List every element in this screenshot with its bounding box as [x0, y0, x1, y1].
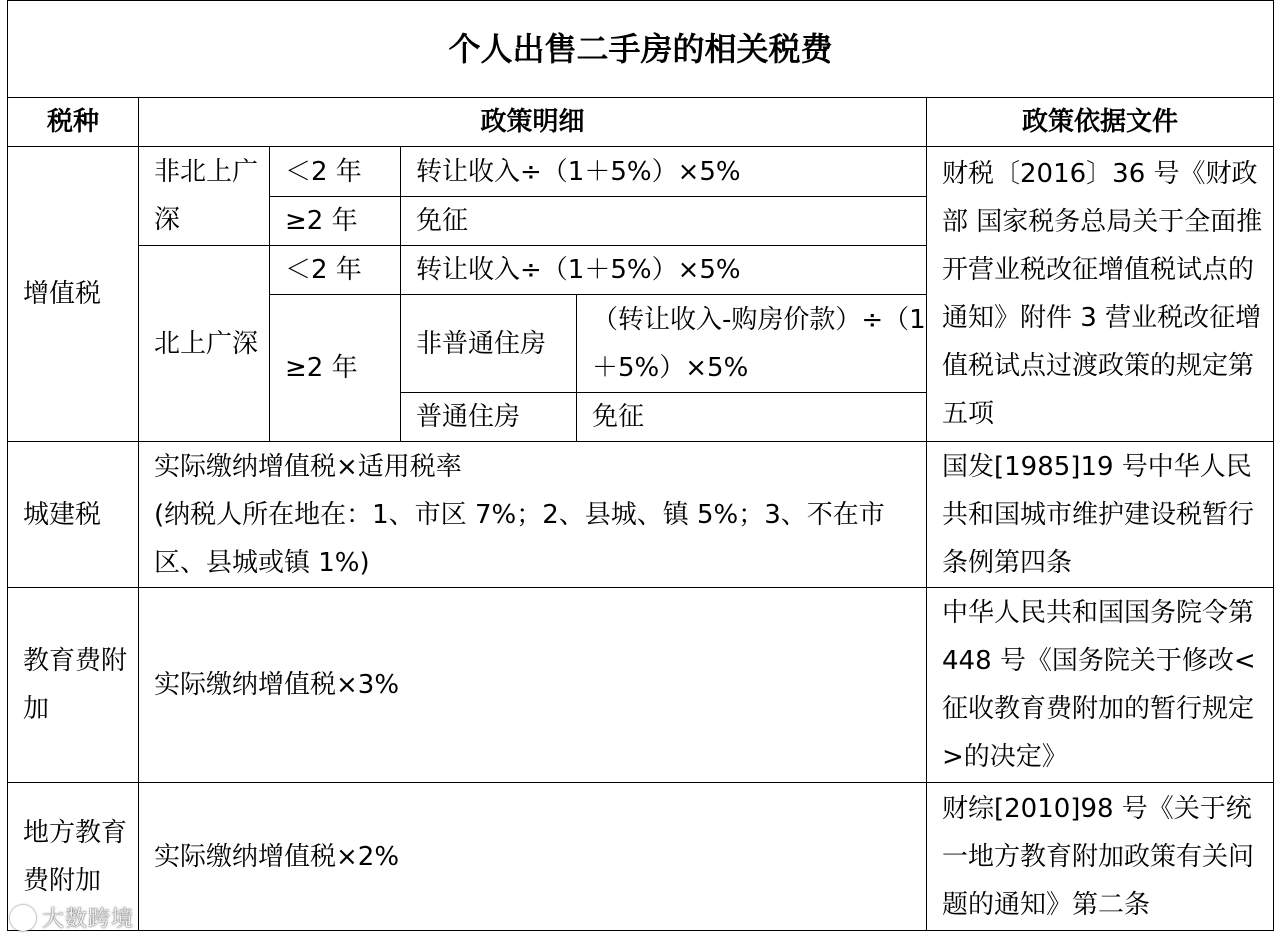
vat-region-tier1: 北上广深 — [139, 246, 270, 442]
urban-rule-line1: 实际缴纳增值税×适用税率 — [154, 451, 462, 482]
header-policy-basis: 政策依据文件 — [927, 98, 1274, 147]
vat-non-tier1-ge2-rule: 免征 — [401, 197, 927, 246]
vat-basis: 财税〔2016〕36 号《财政部 国家税务总局关于全面推开营业税改征增值税试点的通知》附件 3 营业税改征增值税试点过渡政策的规定第五项 — [927, 147, 1274, 442]
vat-non-tier1-ge2-period: ≥2 年 — [270, 197, 401, 246]
vat-tier1-non-ordinary-label: 非普通住房 — [401, 295, 577, 393]
vat-region-non-tier1: 非北上广深 — [139, 147, 270, 246]
table-title: 个人出售二手房的相关税费 — [8, 1, 1274, 98]
education-name: 教育费附加 — [8, 588, 139, 783]
vat-tier1-ordinary-rule: 免征 — [577, 393, 927, 442]
watermark-text: 大数跨境 — [42, 907, 135, 932]
vat-name: 增值税 — [8, 147, 139, 442]
vat-tier1-lt2-rule: 转让收入÷（1＋5%）×5% — [401, 246, 927, 295]
vat-tier1-ge2-period: ≥2 年 — [270, 295, 401, 442]
education-rule: 实际缴纳增值税×3% — [139, 588, 927, 783]
vat-non-tier1-lt2-rule: 转让收入÷（1＋5%）×5% — [401, 147, 927, 197]
urban-rule-line2: (纳税人所在地在：1、市区 7%；2、县城、镇 5%；3、不在市区、县城或镇 1%) — [154, 499, 885, 578]
urban-basis: 国发[1985]19 号中华人民共和国城市维护建设税暂行条例第四条 — [927, 442, 1274, 588]
vat-tier1-ordinary-label: 普通住房 — [401, 393, 577, 442]
education-basis: 中华人民共和国国务院令第 448 号《国务院关于修改<征收教育费附加的暂行规定>的决定》 — [927, 588, 1274, 783]
local-education-rule: 实际缴纳增值税×2% — [139, 783, 927, 931]
vat-non-tier1-lt2-period: ＜2 年 — [270, 147, 401, 197]
urban-name: 城建税 — [8, 442, 139, 588]
local-education-basis: 财综[2010]98 号《关于统一地方教育附加政策有关问题的通知》第二条 — [927, 783, 1274, 931]
header-policy-detail: 政策明细 — [139, 98, 927, 147]
vat-tier1-lt2-period: ＜2 年 — [270, 246, 401, 295]
header-tax-type: 税种 — [8, 98, 139, 147]
urban-rule — [139, 442, 927, 588]
local-education-name: 地方教育费附加 — [8, 783, 139, 931]
vat-tier1-non-ordinary-rule: （转让收入-购房价款）÷（1＋5%）×5% — [577, 295, 927, 393]
watermark-logo-icon — [10, 905, 36, 931]
watermark — [10, 902, 134, 933]
tax-table — [7, 0, 1274, 931]
